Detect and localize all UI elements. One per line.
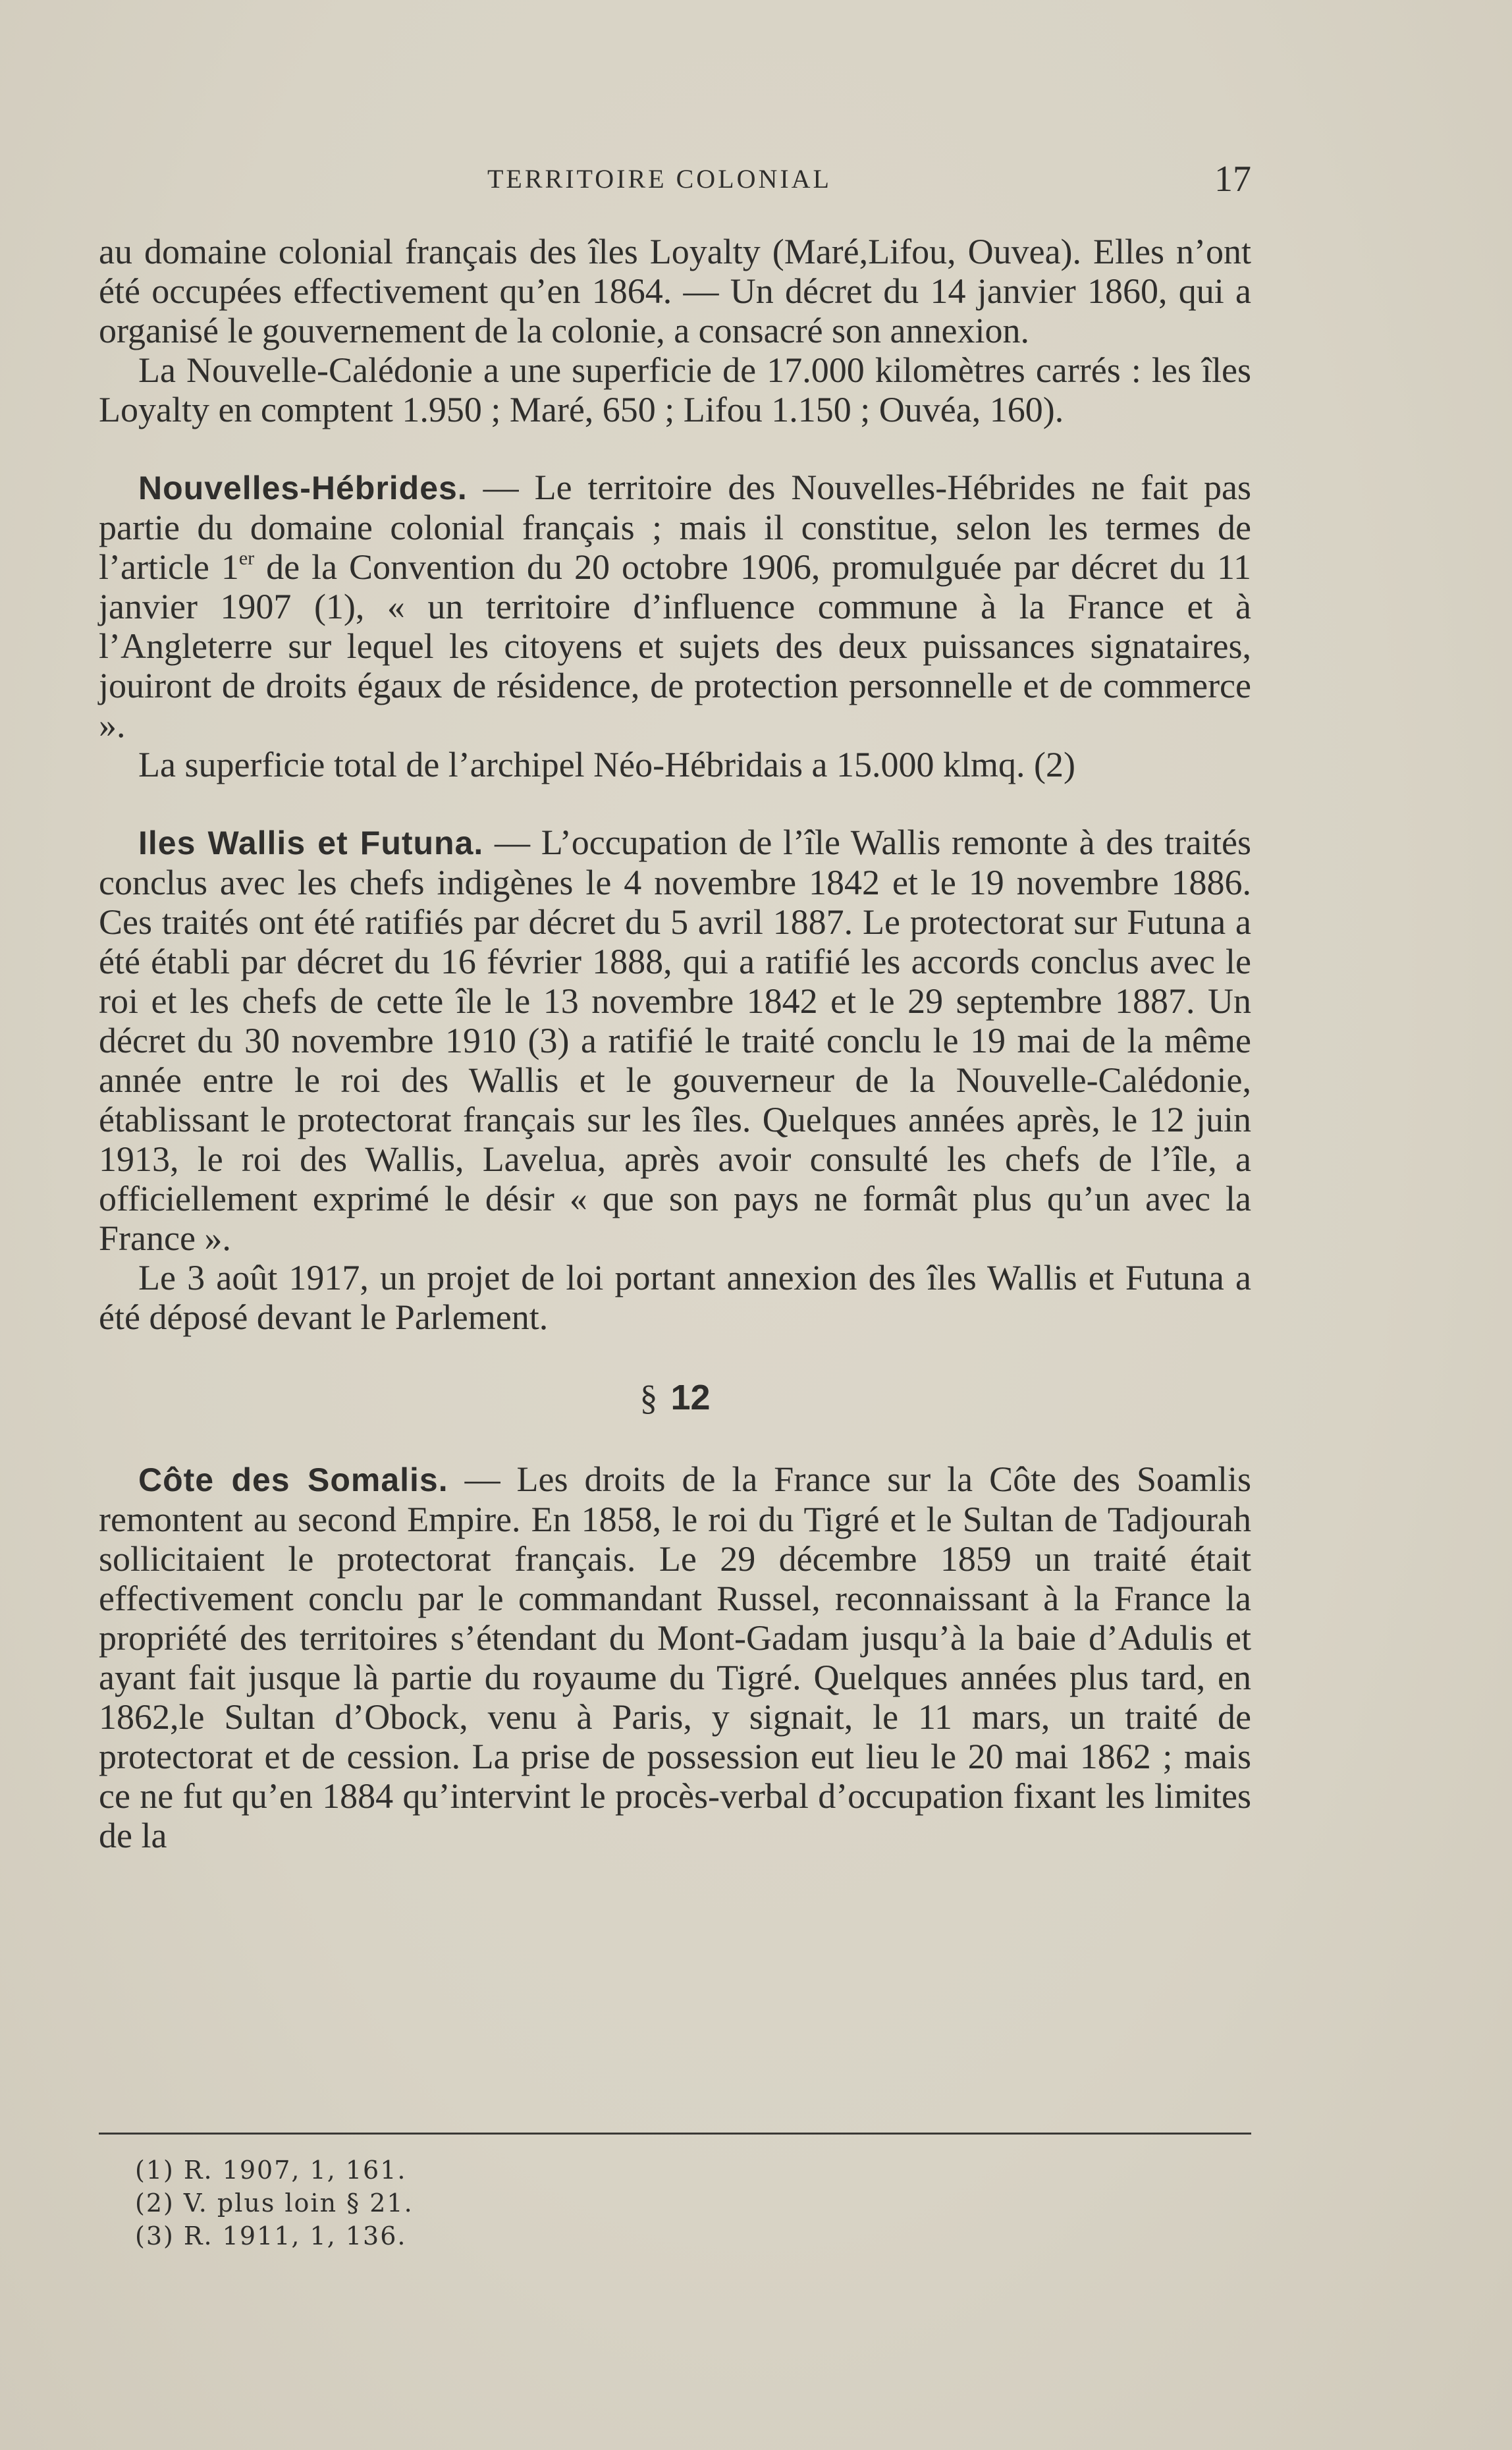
page-number: 17 <box>1214 159 1251 200</box>
footnotes <box>135 2154 414 2252</box>
paragraph-text: — L’occupation de l’île Wallis remonte à des traités conclus avec les chefs indigènes le 4 novembre 1842 et le 19 novembre 1886. Ces traités ont été ratifiés par décret du 5 avril 1887. Le protectorat sur Futuna a été établi par décret du 16 février 1888, qui a ratifié les accords conclus avec le roi et les chefs de cette île le 13 novembre 1842 et le 29 septembre 1887. Un décret du 30 novembre 1910 (3) a ratifié le traité conclu le 19 mai de la même année entre le roi des Wallis et le gouverneur de la Nouvelle-Calédonie, établissant le protectorat français sur les îles. Quelques années après, le 12 juin 1913, le roi des Wallis, Lavelua, après avoir consulté les chefs de l’île, a officiellement exprimé le désir « que son pays ne formât plus qu’un avec la France ». <box>99 823 1251 1258</box>
superscript: er <box>238 547 255 569</box>
section-number: 12 <box>670 1378 711 1417</box>
paragraph-text: — Le territoire des Nouvelles-Hébrides ne fait pas partie du domaine colonial français ; mais il constitue, selon les termes de l’article 1 <box>99 468 1251 587</box>
running-title: TERRITOIRE COLONIAL <box>487 164 832 194</box>
section-heading <box>99 1378 1251 1417</box>
body-text <box>99 232 1251 1855</box>
paragraph <box>99 1258 1251 1337</box>
paragraph-nouvelles-hebrides <box>99 468 1251 745</box>
paragraph <box>99 350 1251 429</box>
paragraph-heading: Iles Wallis et Futuna. <box>138 825 484 861</box>
paragraph <box>99 745 1251 784</box>
paragraph-cote-des-somalis <box>99 1459 1251 1855</box>
paragraph-text: Le 3 août 1917, un projet de loi portant annexion des îles Wallis et Futuna a été déposé devant le Parlement. <box>99 1258 1251 1337</box>
paragraph-text: au domaine colonial français des îles Loyalty (Maré,Lifou, Ouvea). Elles n’ont été occupées effectivement qu’en 1864. — Un décret du 14 janvier 1860, qui a organisé le gouvernement de la colonie, a consacré son annexion. <box>99 232 1251 350</box>
paragraph-heading: Côte des Somalis. <box>138 1461 448 1498</box>
footnote: (2) V. plus loin § 21. <box>135 2189 414 2218</box>
paragraph-wallis-futuna <box>99 823 1251 1258</box>
paragraph <box>99 232 1251 350</box>
paragraph-text: La superficie total de l’archipel Néo-Hébridais a 15.000 klmq. (2) <box>138 745 1075 784</box>
paragraph-heading: Nouvelles-Hébrides. <box>138 470 468 506</box>
footnote-divider <box>99 2133 1251 2135</box>
section-sign: § <box>639 1378 658 1417</box>
paragraph-text: de la Convention du 20 octobre 1906, promulguée par décret du 11 janvier 1907 (1), « un territoire d’influence commune à la France et à l’Angleterre sur lequel les citoyens et sujets des deux puissances signataires, jouiront de droits égaux de résidence, de protection personnelle et de commerce ». <box>99 547 1251 745</box>
paragraph-text: — Les droits de la France sur la Côte des Soamlis remontent au second Empire. En 1858, le roi du Tigré et le Sultan de Tadjourah sollicitaient le protectorat français. Le 29 décembre 1859 un traité était effectivement conclu par le commandant Russel, reconnaissant à la France la propriété des territoires s’étendant du Mont-Gadam jusqu’à la baie d’Adulis et ayant fait jusque là partie du royaume du Tigré. Quelques années plus tard, en 1862,le Sultan d’Obock, venu à Paris, y signait, le 11 mars, un traité de protectorat et de cession. La prise de possession eut lieu le 20 mai 1862 ; mais ce ne fut qu’en 1884 qu’intervint le procès-verbal d’occupation fixant les limites de la <box>99 1459 1251 1855</box>
page-header <box>99 158 1251 204</box>
footnote: (3) R. 1911, 1, 136. <box>135 2221 407 2250</box>
footnote: (1) R. 1907, 1, 161. <box>135 2156 407 2185</box>
paragraph-text: La Nouvelle-Calédonie a une superficie de 17.000 kilomètres carrés : les îles Loyalty en comptent 1.950 ; Maré, 650 ; Lifou 1.150 ; Ouvéa, 160). <box>99 350 1251 429</box>
